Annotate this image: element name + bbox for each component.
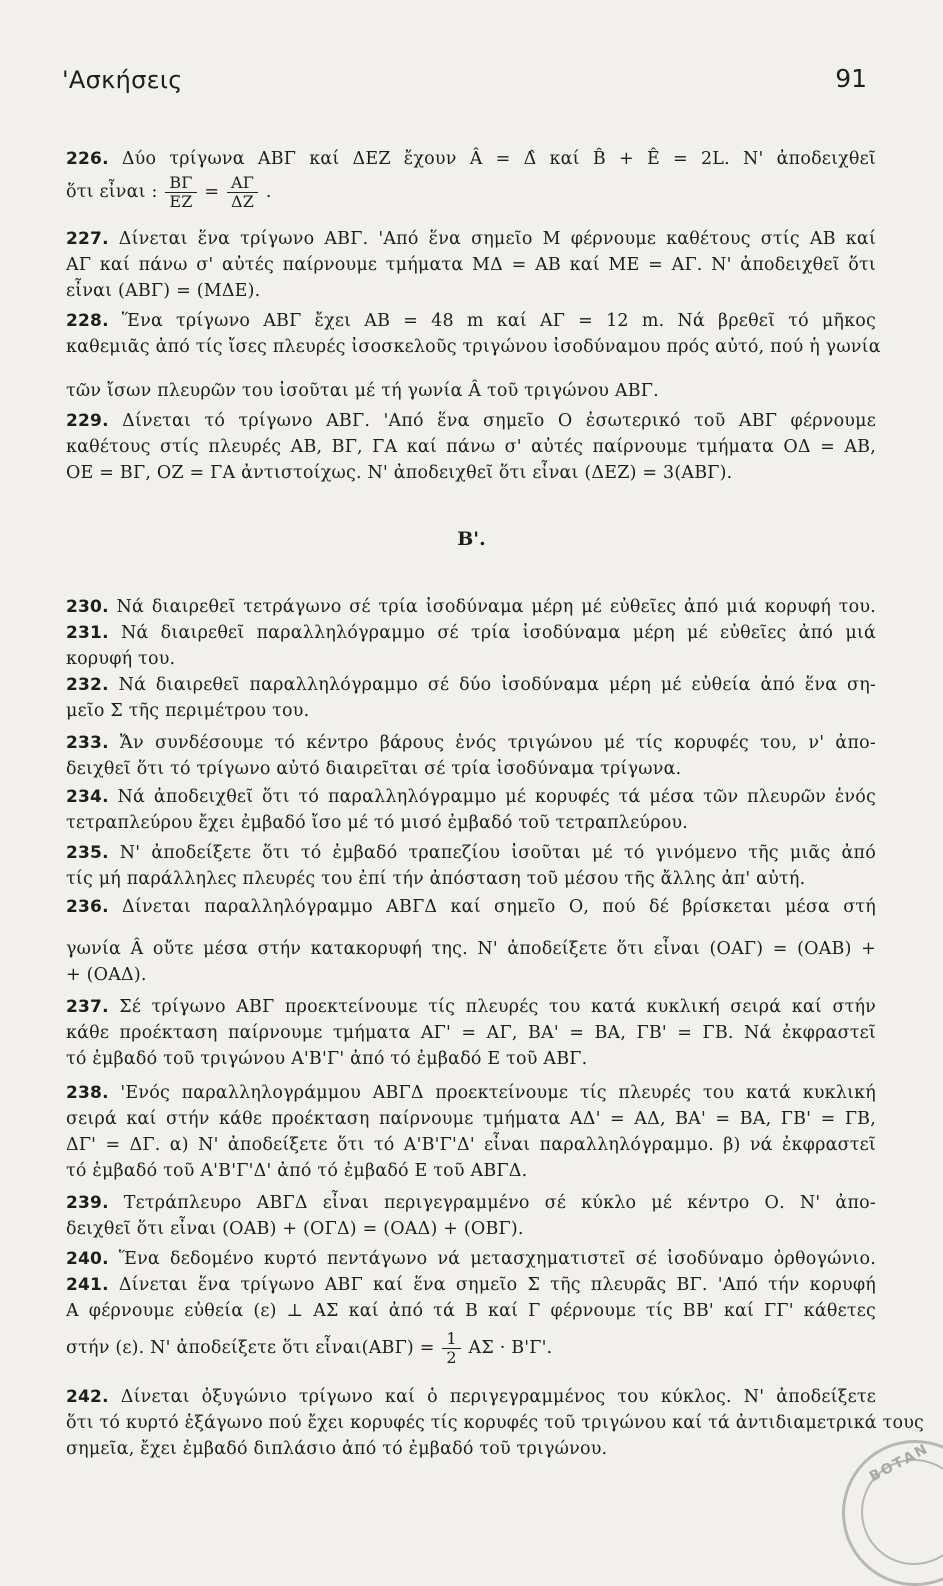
exercise-number: 232.	[66, 675, 109, 695]
exercise-text-line: Νά διαιρεθεῖ τετράγωνο σέ τρία ἰσοδύναμα μέρη μέ εὐθεῖες ἀπό μιά κορυφή του.	[108, 597, 876, 617]
exercise-text-line: καθεμιᾶς ἀπό τίς ἴσες πλευρές ἰσοσκελοῦς τριγώνου ἰσοδύναμου πρός αὐτό, πού ἡ γωνία	[66, 337, 881, 357]
exercise-line	[66, 646, 876, 672]
exercise-line-numbered	[66, 894, 876, 920]
page-number: 91	[835, 64, 867, 93]
exercise-line-numbered	[66, 226, 876, 252]
exercise-text-line: γωνία Â οὔτε μέσα στήν κατακορυφή της. Ν' ἀποδείξετε ὅτι εἶναι (ΟΑΓ) = (ΟΑΒ) +	[66, 939, 876, 959]
exercise-text-line: Δίνεται ἕνα τρίγωνο ΑΒΓ. 'Από ἕνα σημεῖο Μ φέρνουμε καθέτους στίς ΑΒ καί	[108, 229, 876, 249]
exercise-text-line: ΟΕ = ΒΓ, ΟΖ = ΓΑ ἀντιστοίχως. Ν' ἀποδειχθεῖ ὅτι εἶναι (ΔΕΖ) = 3(ΑΒΓ).	[66, 463, 733, 483]
exercise-text-line: Νά διαιρεθεῖ παραλληλόγραμμο σέ τρία ἰσοδύναμα μέρη μέ εὐθεῖες ἀπό μιά	[108, 623, 876, 643]
exercise-line-numbered	[66, 594, 876, 620]
exercise-text-line: 'Ενός παραλληλογράμμου ΑΒΓΔ προεκτείνουμε τίς πλευρές του κατά κυκλική	[108, 1083, 876, 1103]
exercise-line	[66, 460, 876, 486]
exercise-line	[66, 698, 876, 724]
exercise-text-line: ΑΓ καί πάνω σ' αὐτές παίρνουμε τμήματα ΜΔ = ΑΒ καί ΜΕ = ΑΓ. Ν' ἀποδειχθεῖ ὅτι	[66, 255, 876, 275]
exercise-line-numbered	[66, 840, 876, 866]
exercise-text-line: Δύο τρίγωνα ΑΒΓ καί ΔΕΖ ἔχουν Â = Δ̂ καί B̂ + Ê = 2L. Ν' ἀποδειχθεῖ	[108, 149, 876, 169]
section-heading: Β'.	[457, 528, 486, 550]
exercise-number: 236.	[66, 897, 109, 917]
exercise-text-line: τό ἐμβαδό τοῦ τριγώνου Α'Β'Γ' ἀπό τό ἐμβαδό Ε τοῦ ΑΒΓ.	[66, 1049, 588, 1069]
exercise-line-numbered	[66, 1190, 876, 1216]
exercise-number: 229.	[66, 411, 109, 431]
exercise-number: 240.	[66, 1249, 109, 1269]
exercise-line-numbered	[66, 672, 876, 698]
exercise-text-line: Α φέρνουμε εὐθεία (ε) ⊥ ΑΣ καί ἀπό τά Β καί Γ φέρνουμε τίς ΒΒ' καί ΓΓ' κάθετες	[66, 1301, 876, 1321]
page-header-title: 'Ασκήσεις	[62, 66, 183, 94]
exercise-text-line: σειρά καί στήν κάθε προέκταση παίρνουμε τμήματα ΑΔ' = ΑΔ, ΒΑ' = ΒΑ, ΓΒ' = ΓΒ,	[66, 1109, 876, 1129]
exercise-line	[66, 1298, 876, 1324]
exercise-line	[66, 1410, 925, 1436]
exercise-number: 234.	[66, 787, 109, 807]
exercise-text-line: τίς μή παράλληλες πλευρές του ἐπί τήν ἀπόσταση τοῦ μέσου τῆς ἄλλης ἀπ' αὐτή.	[66, 869, 806, 889]
exercise-line	[66, 1106, 876, 1132]
exercise-text-line: Ν' ἀποδείξετε ὅτι τό ἐμβαδό τραπεζίου ἰσοῦται μέ τό γινόμενο τῆς μιᾶς ἀπό	[108, 843, 876, 863]
exercise-line	[66, 1436, 876, 1462]
exercise-text-line: Νά διαιρεθεῖ παραλληλόγραμμο σέ δύο ἰσοδύναμα μέρη μέ εὐθεία ἀπό ἕνα ση-	[108, 675, 876, 695]
exercise-text-line: δειχθεῖ ὅτι εἶναι (ΟΑΒ) + (ΟΓΔ) = (ΟΑΔ) + (ΟΒΓ).	[66, 1219, 524, 1239]
exercise-number: 228.	[66, 311, 109, 331]
exercise-text-line: Δίνεται παραλληλόγραμμο ΑΒΓΔ καί σημεῖο Ο, πού δέ βρίσκεται μέσα στή	[108, 897, 876, 917]
exercise-text-line: κάθε προέκταση παίρνουμε τμήματα ΑΓ' = ΑΓ, ΒΑ' = ΒΑ, ΓΒ' = ΓΒ. Νά ἐκφραστεῖ	[66, 1023, 876, 1043]
exercise-line-numbered	[66, 308, 876, 334]
exercise-line	[66, 378, 876, 404]
exercise-text-line: τό ἐμβαδό τοῦ Α'Β'Γ'Δ' ἀπό τό ἐμβαδό Ε τοῦ ΑΒΓΔ.	[66, 1161, 528, 1181]
exercise-text-line: Ἄν συνδέσουμε τό κέντρο βάρους ἑνός τριγώνου μέ τίς κορυφές του, ν' ἀπο-	[108, 733, 876, 753]
exercise-line	[66, 1216, 876, 1242]
exercise-number: 241.	[66, 1275, 109, 1295]
exercise-text-line: Δίνεται ἕνα τρίγωνο ΑΒΓ καί ἕνα σημεῖο Σ τῆς πλευρᾶς ΒΓ. 'Από τήν κορυφή	[108, 1275, 876, 1295]
formula-226: ὅτι εἶναι : $\frac{B\Gamma}{EZ}$ = $\frac{A\Gamma}{\Delta Z}$ .	[66, 173, 272, 211]
exercise-number: 237.	[66, 997, 109, 1017]
exercise-number: 231.	[66, 623, 109, 643]
exercise-number: 230.	[66, 597, 109, 617]
exercise-line	[66, 1132, 876, 1158]
exercise-text-line: Ἕνα δεδομένο κυρτό πεντάγωνο νά μετασχηματιστεῖ σέ ἰσοδύναμο ὀρθογώνιο.	[108, 1249, 876, 1269]
exercise-line-numbered	[66, 1272, 876, 1298]
exercise-line-numbered	[66, 994, 876, 1020]
exercise-text-line: ΔΓ' = ΔΓ. α) Ν' ἀποδείξετε ὅτι τό Α'Β'Γ'Δ' εἶναι παραλληλόγραμμο. β) νά ἐκφραστεῖ	[66, 1135, 876, 1155]
exercise-text-line: μεῖο Σ τῆς περιμέτρου του.	[66, 701, 310, 721]
exercise-text-line: καθέτους στίς πλευρές ΑΒ, ΒΓ, ΓΑ καί πάνω σ' αὐτές παίρνουμε τμήματα ΟΔ = ΑΒ,	[66, 437, 876, 457]
exercise-line-numbered	[66, 620, 876, 646]
exercise-line-numbered	[66, 146, 876, 172]
exercise-text-line: ὅτι τό κυρτό ἑξάγωνο πού ἔχει κορυφές τίς κορυφές τοῦ τριγώνου καί τά ἀντιδιαμετρικά τους	[66, 1413, 925, 1433]
exercise-text-line: Δίνεται ὀξυγώνιο τρίγωνο καί ὁ περιγεγραμμένος του κύκλος. Ν' ἀποδείξετε	[108, 1387, 876, 1407]
exercise-text-line: + (ΟΑΔ).	[66, 965, 147, 985]
fraction: $\frac{B\Gamma}{EZ}$	[165, 174, 196, 211]
exercise-line	[66, 936, 876, 962]
exercise-number: 233.	[66, 733, 109, 753]
exercise-line-numbered	[66, 784, 876, 810]
exercise-text-line: εἶναι (ΑΒΓ) = (ΜΔΕ).	[66, 281, 261, 301]
exercise-text-line: δειχθεῖ ὅτι τό τρίγωνο αὐτό διαιρεῖται σέ τρία ἰσοδύναμα τρίγωνα.	[66, 759, 682, 779]
exercise-text-line: τετραπλεύρου ἔχει ἐμβαδό ἴσο μέ τό μισό ἐμβαδό τοῦ τετραπλεύρου.	[66, 813, 689, 833]
exercise-line	[66, 334, 881, 360]
exercise-line-numbered	[66, 1080, 876, 1106]
exercise-number: 227.	[66, 229, 109, 249]
exercise-line	[66, 810, 876, 836]
exercise-text-line: Νά ἀποδειχθεῖ ὅτι τό παραλληλόγραμμο μέ κορυφές τά μέσα τῶν πλευρῶν ἑνός	[108, 787, 876, 807]
exercise-number: 242.	[66, 1387, 109, 1407]
exercise-text-line: σημεῖα, ἔχει ἐμβαδό διπλάσιο ἀπό τό ἐμβαδό τοῦ τριγώνου.	[66, 1439, 608, 1459]
formula-241: στήν (ε). Ν' ἀποδείξετε ὅτι εἶναι(ΑΒΓ) = $\frac{1}{2}$ ΑΣ · Β'Γ'.	[66, 1329, 553, 1367]
exercise-text-line: Ἕνα τρίγωνο ΑΒΓ ἔχει ΑΒ = 48 m καί ΑΓ = 12 m. Νά βρεθεῖ τό μῆκος	[108, 311, 876, 331]
exercise-text-line: Δίνεται τό τρίγωνο ΑΒΓ. 'Από ἕνα σημεῖο Ο ἐσωτερικό τοῦ ΑΒΓ φέρνουμε	[108, 411, 876, 431]
exercise-text-line: Τετράπλευρο ΑΒΓΔ εἶναι περιγεγραμμένο σέ κύκλο μέ κέντρο Ο. Ν' ἀπο-	[108, 1193, 876, 1213]
exercise-line	[66, 756, 876, 782]
exercise-line-numbered	[66, 408, 876, 434]
exercise-text-line: τῶν ἴσων πλευρῶν του ἰσοῦται μέ τή γωνία Â τοῦ τριγώνου ΑΒΓ.	[66, 381, 659, 401]
fraction: $\frac{A\Gamma}{\Delta Z}$	[227, 174, 258, 211]
exercise-line	[66, 252, 876, 278]
exercise-text-line: Σέ τρίγωνο ΑΒΓ προεκτείνουμε τίς πλευρές του κατά κυκλική σειρά καί στήν	[108, 997, 876, 1017]
exercise-number: 239.	[66, 1193, 109, 1213]
exercise-line	[66, 1158, 876, 1184]
exercise-line	[66, 962, 876, 988]
fraction: $\frac{1}{2}$	[442, 1330, 460, 1367]
exercise-number: 235.	[66, 843, 109, 863]
stamp-text: ΒΟΤΑΝ	[867, 1440, 932, 1486]
exercise-text-line: κορυφή του.	[66, 649, 176, 669]
exercise-line	[66, 278, 876, 304]
exercise-line	[66, 1020, 876, 1046]
exercise-line-numbered	[66, 730, 876, 756]
exercise-line	[66, 434, 876, 460]
exercise-line-numbered	[66, 1384, 876, 1410]
exercise-number: 238.	[66, 1083, 109, 1103]
exercise-line	[66, 1046, 876, 1072]
exercise-line	[66, 866, 876, 892]
exercise-number: 226.	[66, 149, 109, 169]
exercise-line-numbered	[66, 1246, 876, 1272]
